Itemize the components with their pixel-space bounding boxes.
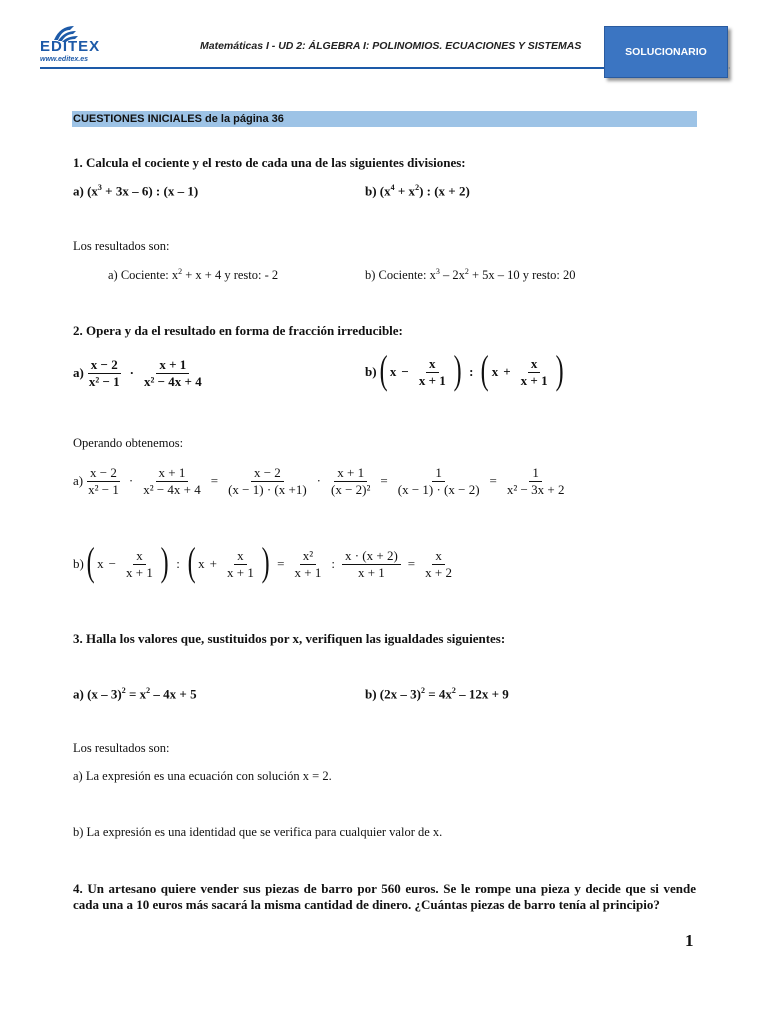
q2-item-b: b) ( x − $\frac{x}{x + 1}$ ) : ( x + $\frac{x}{x + 1}$ ) (365, 347, 564, 392)
q2-solution-a: a) $\frac{x - 2}{\text{x² − 1}}$ · $\frac{x + 1}{\text{x² − 4x + 4}}$ = $\frac{x - 2}{(x - 1) \cdot (x +1)}$ · $\frac{x + 1}{\text{(x − 2)²}}$ = $\frac{1}{(x - 1) \cdot (x - 2)}$ = $\frac{1}{\text{x² − 3x + 2}}$ (73, 463, 569, 499)
fraction: $\frac{x - 2}{(x - 1) \cdot (x +1)}$ (228, 464, 307, 497)
q1-title: 1. Calcula el cociente y el resto de cada una de las siguientes divisiones: (73, 155, 466, 170)
q1-result-b: b) Cociente: $x^3 - 2x^2 + 5x - 10$ y resto: 20 (365, 267, 576, 283)
q1-result-a: a) Cociente: $x^2 + x + 4$ y resto: - 2 (108, 267, 279, 283)
logo-url: www.editex.es (40, 56, 88, 63)
q3-title: 3. Halla los valores que, sustituidos por x, verifiquen las igualdades siguientes: (73, 631, 506, 646)
q1-item-a: a) $(x^3 + 3x - 6)$ : (x – 1) (73, 183, 199, 199)
q2-intro: Operando obtenemos: (73, 436, 184, 450)
fraction: $\frac{1}{\text{x² − 3x + 2}}$ (506, 464, 565, 497)
q3-item-b: b) $(2x - 3)^2 = 4x^2 - 12x + 9$ (365, 686, 509, 702)
fraction: $\frac{x + 1}{\text{x² − 4x + 4}}$ (143, 464, 201, 497)
fraction: $\frac{x - 2}{\text{x² − 1}}$ (88, 464, 119, 497)
q3-results-intro: Los resultados son: (73, 741, 170, 755)
fraction: $\frac{1}{(x - 1) \cdot (x - 2)}$ (397, 464, 480, 497)
q3-result-b: b) La expresión es una identidad que se verifica para cualquier valor de x. (73, 825, 443, 839)
logo-text: EDITEX (40, 38, 101, 55)
q3-result-a: a) La expresión es una ecuación con solución x = 2. (73, 769, 332, 783)
fraction: $\frac{x}{x + 1}$ (418, 355, 446, 388)
fraction: $\frac{x}{x + 1}$ (126, 547, 153, 580)
fraction: $\frac{x + 1}{\text{(x − 2)²}}$ (331, 464, 371, 497)
fraction: $\frac{\text{x²}}{x + 1}$ (294, 547, 322, 580)
fraction: $\frac{x}{x + 1}$ (226, 547, 254, 580)
q2-solution-b: b) ( x − $\frac{x}{x + 1}$ ) : ( x + $\frac{x}{x + 1}$ ) = $\frac{\text{x²}}{x + 1}$ : $\frac{x \cdot (x + 2)}{x + 1}$ = $\frac{x}{x + 2}$ (73, 544, 457, 584)
fraction: $\frac{x \cdot (x + 2)}{x + 1}$ (342, 548, 401, 581)
q2-item-a: a) $\frac{x - 2}{\text{x² − 1}}$ · $\frac{x + 1}{\text{x² − 4x + 4}}$ (73, 355, 207, 391)
q1-results-intro: Los resultados son: (73, 239, 170, 253)
fraction: $\frac{x + 1}{\text{x² − 4x + 4}}$ (144, 356, 202, 389)
section-title: CUESTIONES INICIALES de la página 36 (72, 111, 697, 127)
fraction: $\frac{x}{x + 1}$ (520, 355, 548, 388)
fraction: $\frac{x - 2}{\text{x² − 1}}$ (88, 356, 120, 389)
q4-title: 4. Un artesano quiere vender sus piezas de barro por 560 euros. Se le rompe una pieza y decide que si vende cada una a 10 euros más sacará la misma cantidad de dinero. ¿Cuántas piezas de barro tenía al principio? (73, 881, 696, 912)
q3-item-a: a) $(x - 3)^2 = x^2 - 4x + 5$ (73, 686, 197, 702)
solucionario-badge (604, 26, 728, 78)
fraction: $\frac{x}{x + 2}$ (425, 547, 452, 580)
q2-title: 2. Opera y da el resultado en forma de fracción irreducible: (73, 323, 403, 338)
q1-item-b: b) $(x^4 + x^2)$ : (x + 2) (365, 183, 470, 199)
page-number: 1 (685, 931, 694, 950)
header-title: Matemáticas I - UD 2: ÁLGEBRA I: POLINOMIOS. ECUACIONES Y SISTEMAS (200, 40, 582, 52)
badge-label: SOLUCIONARIO (625, 46, 707, 58)
